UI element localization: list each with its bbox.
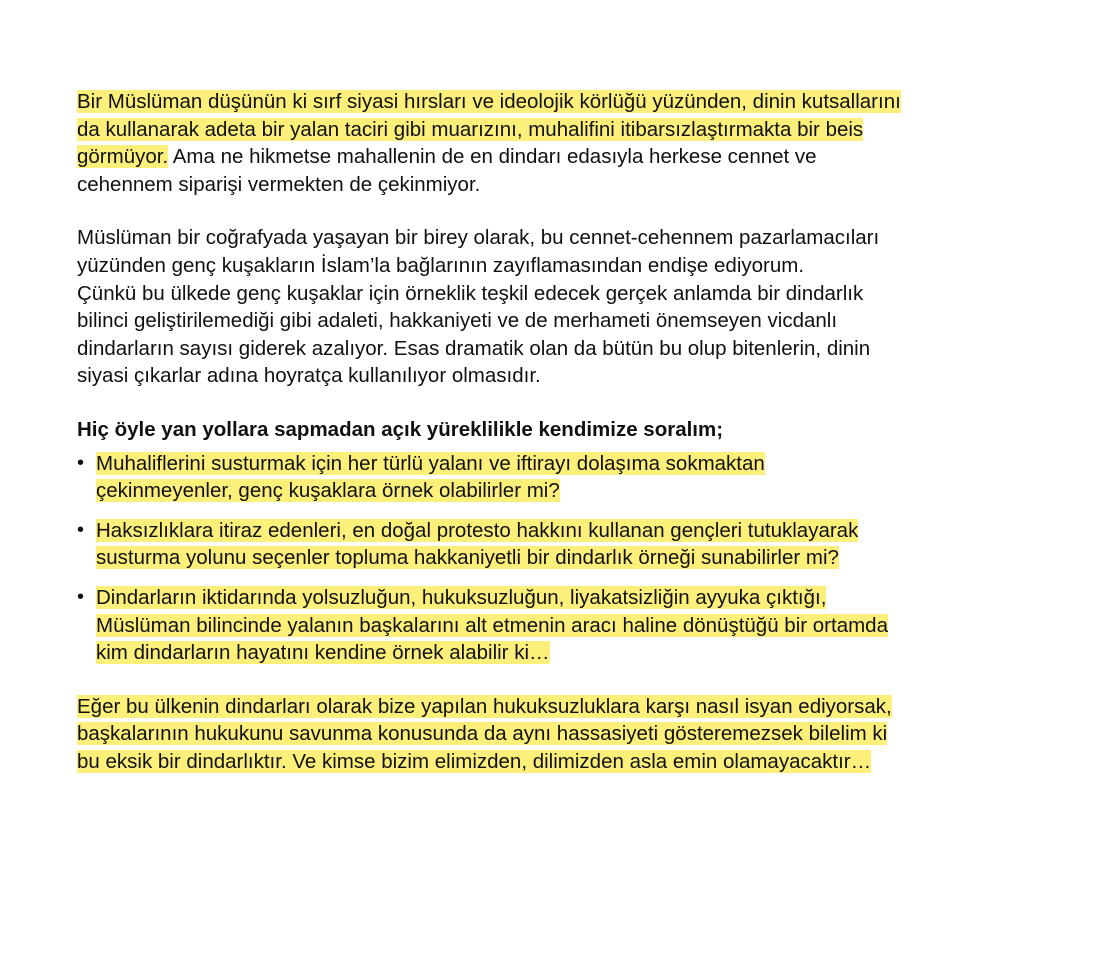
paragraph-2-line: yüzünden genç kuşakların İslam’la bağlarının zayıflamasından endişe ediyorum. bbox=[77, 253, 805, 277]
bullet-icon: • bbox=[77, 518, 85, 541]
paragraph-2-line: siyasi çıkarlar adına hoyratça kullanılıyor olmasıdır. bbox=[77, 364, 541, 388]
paragraph-1-line: cehennem siparişi vermekten de çekinmiyor. bbox=[77, 172, 481, 196]
bullet-icon: • bbox=[77, 451, 85, 474]
bullet-icon: • bbox=[77, 585, 85, 608]
paragraph-1-line: da kullanarak adeta bir yalan taciri gibi muarızını, muhalifini itibarsızlaştırmakta bir beis bbox=[77, 117, 864, 141]
paragraph-2-line: Müslüman bir coğrafyada yaşayan bir birey olarak, bu cennet-cehennem pazarlamacıları bbox=[77, 226, 880, 250]
document-body bbox=[77, 88, 1077, 775]
list-item bbox=[77, 517, 1077, 572]
paragraph-2-line: dindarların sayısı giderek azalıyor. Esas dramatik olan da bütün bu olup bitenlerin, dinin bbox=[77, 336, 871, 360]
closing-line: Eğer bu ülkenin dindarları olarak bize yapılan hukuksuzluklara karşı nasıl isyan ediyorsak, bbox=[77, 694, 892, 718]
list-item bbox=[77, 584, 1077, 667]
closing-line: başkalarının hukukunu savunma konusunda da aynı hassasiyeti gösteremezsek bilelim ki bbox=[77, 722, 888, 746]
paragraph-2-line: bilinci geliştirilemediği gibi adaleti, hakkaniyeti ve de merhameti önemseyen vicdanlı bbox=[77, 309, 838, 333]
paragraph-1-line: görmüyor. Ama ne hikmetse mahallenin de en dindarı edasıyla herkese cennet ve bbox=[77, 145, 817, 169]
paragraph-1-line: Bir Müslüman düşünün ki sırf siyasi hırsları ve ideolojik körlüğü yüzünden, dinin kutsallarını bbox=[77, 90, 901, 113]
section-heading: Hiç öyle yan yollara sapmadan açık yüreklilikle kendimize soralım; bbox=[77, 417, 724, 441]
paragraph-2-line: Çünkü bu ülkede genç kuşaklar için örneklik teşkil edecek gerçek anlamda bir dindarlık bbox=[77, 281, 864, 305]
list-item-line: Muhaliflerini susturmak için her türlü yalanı ve iftirayı dolaşıma sokmaktan bbox=[96, 451, 765, 475]
list-item-line: susturma yolunu seçenler topluma hakkaniyetli bir dindarlık örneği sunabilirler mi? bbox=[96, 546, 839, 570]
closing-line: bu eksik bir dindarlıktır. Ve kimse bizim elimizden, dilimizden asla emin olamayacaktır… bbox=[77, 749, 872, 773]
list-item-line: Haksızlıklara itiraz edenleri, en doğal protesto hakkını kullanan gençleri tutuklayarak bbox=[96, 518, 859, 542]
closing-paragraph bbox=[77, 693, 1077, 776]
list-item-line: Müslüman bilincinde yalanın başkalarını alt etmenin aracı haline dönüştüğü bir ortamda bbox=[96, 613, 888, 637]
list-item-line: çekinmeyenler, genç kuşaklara örnek olabilirler mi? bbox=[96, 479, 560, 503]
list-item-line: kim dindarların hayatını kendine örnek alabilir ki… bbox=[96, 641, 550, 665]
question-list bbox=[77, 450, 1077, 667]
paragraph-1 bbox=[77, 88, 1077, 198]
paragraph-2 bbox=[77, 224, 1077, 390]
list-item bbox=[77, 450, 1077, 505]
list-item-line: Dindarların iktidarında yolsuzluğun, hukuksuzluğun, liyakatsizliğin ayyuka çıktığı, bbox=[96, 585, 827, 609]
